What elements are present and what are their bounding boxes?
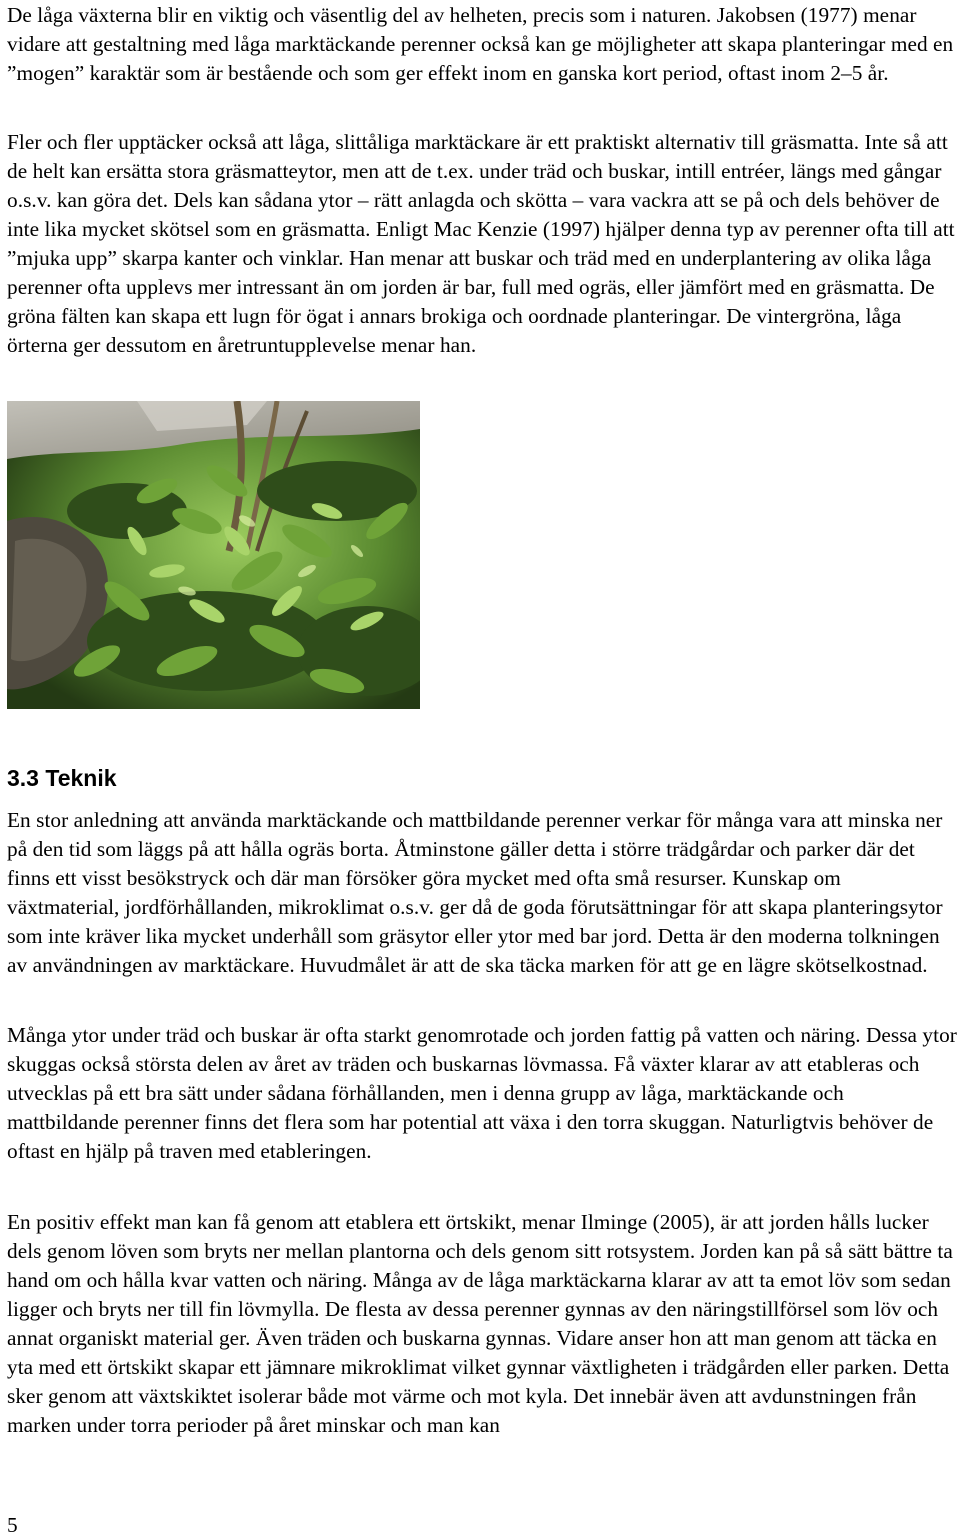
paragraph-intro: De låga växterna blir en viktig och väsentlig del av helheten, precis som i naturen. Jakobsen (1977) menar vidare att gestaltning med låga marktäckande perenner också kan ge möjligheter att skapa planteringar med en ”mogen” karaktär som är bestående och som ger effekt inom en ganska kort period, oftast inom 2–5 år. — [7, 3, 954, 85]
section-heading: 3.3 Teknik — [7, 765, 117, 791]
paragraph-weed-reduction: En stor anledning att använda marktäckande och mattbildande perenner verkar för många vara att minska ner på den tid som läggs på att hålla ogräs borta. Åtminstone gäller detta i större trädgårdar och parker där det finns ett visst besökstryck och där man försöker göra mycket med ofta små resurser. Kunskap om växtmaterial, jordförhållanden, mikroklimat o.s.v. ger då de goda förutsättningar för att skapa planteringsytor som inte kräver lika mycket underhåll som gräsytor eller ytor med bar jord. Detta är den moderna tolkningen av användningen av marktäckare. Huvudmålet är att de ska täcka marken för att ge en lägre skötselkostnad. — [7, 808, 943, 977]
paragraph-dry-shade: Många ytor under träd och buskar är ofta starkt genomrotade och jorden fattig på vatten och näring. Dessa ytor skuggas också största delen av året av träden och buskarnas lövmassa. Få växter klarar av att etableras och utvecklas på ett bra sätt under sådana förhållanden, men i denna grupp av låga, marktäckande och mattbildande perenner finns det flera som har potential att växa i den torra skuggan. Naturligtvis behöver de oftast en hjälp på traven med etableringen. — [7, 1023, 957, 1163]
ground-cover-photo — [7, 401, 420, 709]
paragraph-positive-effects: En positiv effekt man kan få genom att etablera ett örtskikt, menar Ilminge (2005), är att jorden hålls lucker dels genom löven som bryts ner mellan plantorna och dels genom sitt rotsystem. Jorden kan på så sätt bättre ta hand om och hålla kvar vatten och näring. Många av de låga marktäckarna klarar av att ta emot löv som sedan ligger och bryts ner till fin lövmylla. De flesta av dessa perenner gynnas av den näringstillförsel som löv och annat organiskt material ger. Även träden och buskarna gynnas. Vidare anser hon att man genom att täcka en yta med ett örtskikt skapar ett jämnare mikroklimat vilket gynnar växtligheten i trädgården eller parken. Detta sker genom att växtskiktet isolerar både mot värme och mot kyla. Det innebär även att avdunstningen från marken under torra perioder på året minskar och man kan — [7, 1210, 953, 1437]
photo-illustration — [7, 401, 420, 709]
page-number: 5 — [7, 1513, 18, 1537]
paragraph-ground-cover-lawn: Fler och fler upptäcker också att låga, slittåliga marktäckare är ett praktiskt alternativ till gräsmatta. Inte så att de helt kan ersätta stora gräsmatteytor, men att de t.ex. under träd och buskar, intill entréer, längs med gångar o.s.v. kan göra det. Dels kan sådana ytor – rätt anlagda och skötta – vara vackra att se på och dels behöver de inte lika mycket skötsel som en gräsmatta. Enligt Mac Kenzie (1997) hjälper denna typ av perenner ofta till att ”mjuka upp” skarpa kanter och vinklar. Han menar att buskar och träd med en underplantering av olika låga perenner ofta upplevs mer intressant än om jorden är bar, full med ogräs, eller jämfört med en gräsmatta. De gröna fälten kan skapa ett lugn för ögat i annars brokiga och oordnade planteringar. De vintergröna, låga örterna ger dessutom en åretruntupplevelse menar han. — [7, 130, 955, 357]
